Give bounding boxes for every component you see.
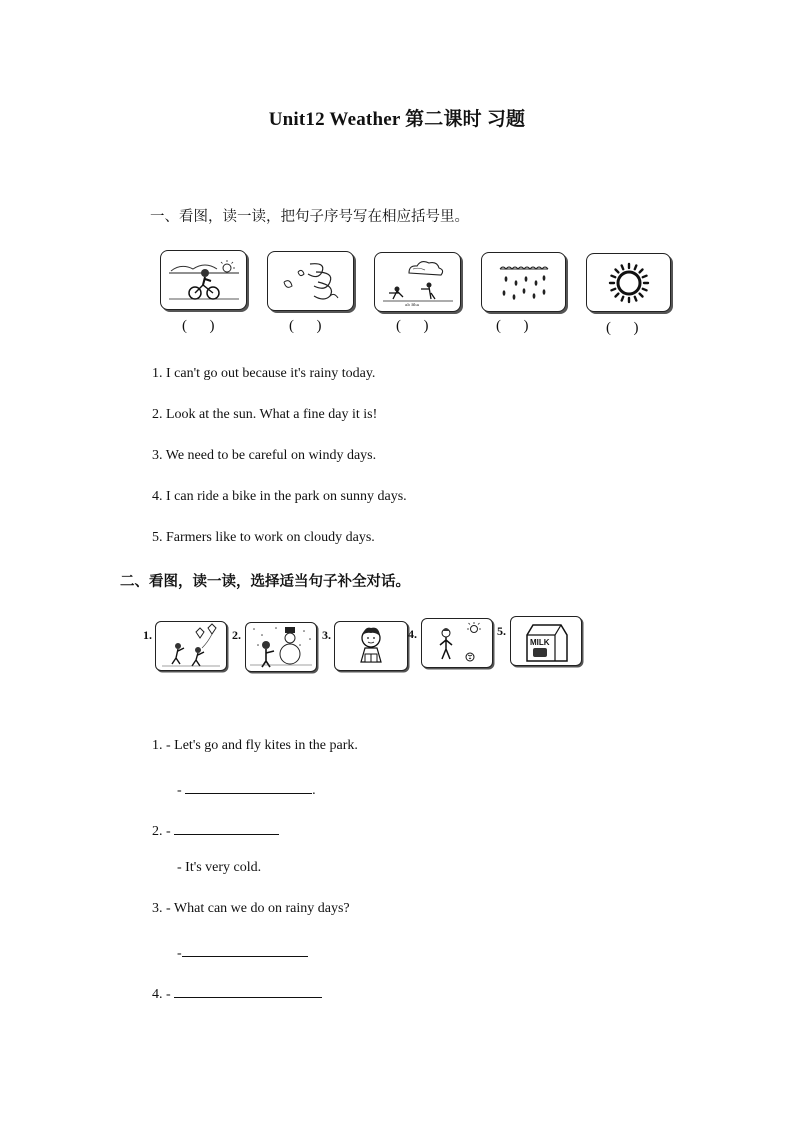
picture2-number-2: 2. (232, 628, 241, 642)
snowman-icon (246, 623, 316, 671)
picture2-4 (421, 618, 493, 668)
picture2-1 (155, 621, 227, 671)
girl-reading-icon (335, 622, 407, 670)
rain-icon (482, 253, 565, 311)
answer-paren-1[interactable]: ( ) (182, 318, 215, 334)
sentence-2: 2. Look at the sun. What a fine day it is! (152, 407, 378, 422)
sentence-1: 1. I can't go out because it's rainy today. (152, 366, 376, 381)
sun-icon (587, 254, 670, 311)
cycling-sunny-icon (161, 251, 246, 309)
answer-blank-4[interactable] (174, 983, 322, 998)
picture2-number-1: 1. (143, 628, 152, 642)
picture-3 (374, 252, 461, 312)
milk-label: MILK (530, 638, 550, 647)
picture-5 (586, 253, 671, 312)
dialogue-2-line-2: - It's very cold. (177, 860, 262, 875)
picture2-number-5: 5. (497, 624, 506, 638)
picture-1 (160, 250, 247, 310)
section2-heading: 二、看图，读一读，选择适当句子补全对话。 (120, 573, 410, 590)
dialogue-3-line-2: - (177, 942, 308, 962)
dialogue-1-line-1: 1. - Let's go and fly kites in the park. (152, 738, 358, 753)
dialogue-2-line-1: 2. - (152, 820, 279, 840)
picture-2 (267, 251, 354, 311)
picture2-number-4: 4. (408, 627, 417, 641)
svg-text:ab Bha: ab Bha (405, 302, 420, 307)
kids-kites-icon (156, 622, 226, 670)
page-title: Unit12 Weather 第二课时 习题 (268, 109, 526, 130)
picture2-3 (334, 621, 408, 671)
answer-blank-3[interactable] (182, 942, 308, 957)
boy-football-icon (422, 619, 492, 667)
milk-carton-icon (511, 617, 581, 665)
answer-paren-2[interactable]: ( ) (289, 318, 322, 334)
windy-leaves-icon (268, 252, 353, 310)
answer-blank-2[interactable] (174, 820, 279, 835)
picture-4 (481, 252, 566, 312)
answer-paren-3[interactable]: ( ) (396, 318, 429, 334)
dialogue-3-line-1: 3. - What can we do on rainy days? (152, 901, 350, 916)
dialogue-1-line-2: - . (177, 779, 316, 799)
answer-paren-4[interactable]: ( ) (496, 318, 529, 334)
sentence-5: 5. Farmers like to work on cloudy days. (152, 530, 375, 545)
sentence-3: 3. We need to be careful on windy days. (152, 448, 377, 463)
section1-heading: 一、看图，读一读，把句子序号写在相应括号里。 (150, 209, 469, 225)
answer-paren-5[interactable]: ( ) (606, 320, 639, 336)
sentence-4: 4. I can ride a bike in the park on sunny days. (152, 489, 407, 504)
dialogue-4-line-1: 4. - (152, 983, 322, 1003)
picture2-2 (245, 622, 317, 672)
picture2-number-3: 3. (322, 628, 331, 642)
picture2-5 (510, 616, 582, 666)
cloudy-farmers-icon (375, 253, 460, 311)
answer-blank-1[interactable] (185, 779, 312, 794)
